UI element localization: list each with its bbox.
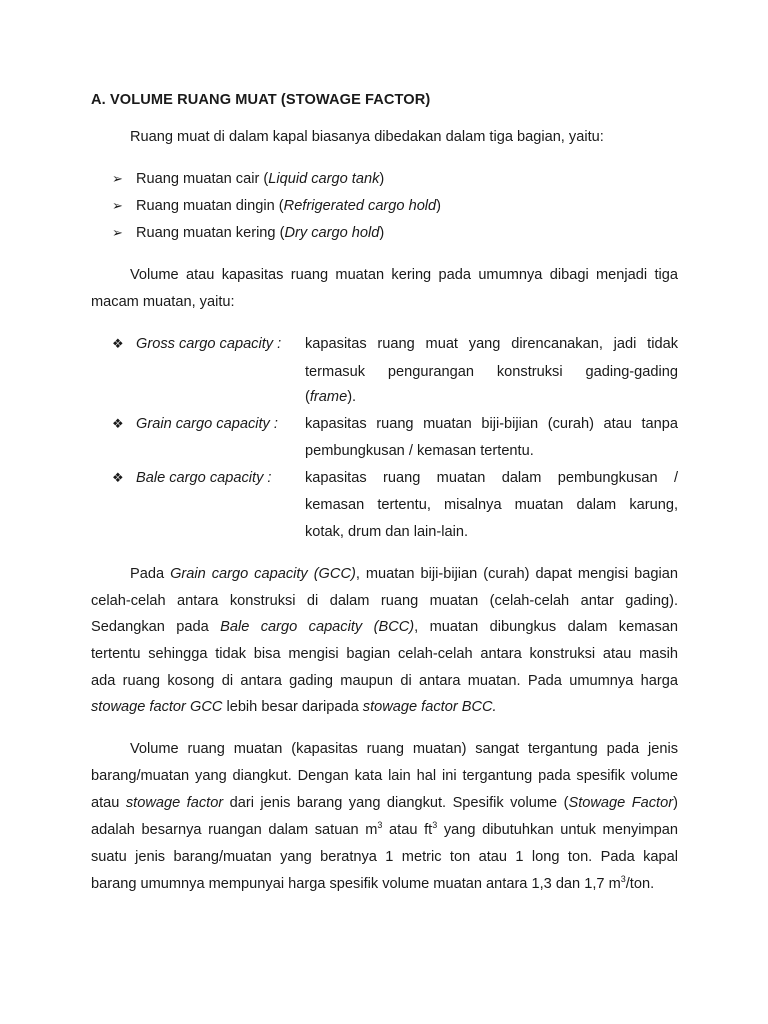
paragraph-line: ada ruang kosong di antara gading maupun di antara muatan. Pada umumnya harga	[91, 673, 678, 689]
definition-line: pembungkusan / kemasan tertentu.	[305, 443, 534, 459]
paragraph-line: Pada Grain cargo capacity (GCC), muatan biji-bijian (curah) dapat mengisi bagian	[130, 566, 679, 582]
definition-term: ❖ Gross cargo capacity :	[112, 336, 282, 352]
intro-paragraph: Ruang muat di dalam kapal biasanya dibedakan dalam tiga bagian, yaitu:	[130, 129, 604, 145]
arrow-bullet-icon: ➢	[112, 225, 123, 240]
paragraph-line: celah-celah antara konstruksi di dalam ruang muatan (celah-celah antar gading).	[91, 593, 678, 609]
section-heading: A. VOLUME RUANG MUAT (STOWAGE FACTOR)	[91, 92, 431, 108]
arrow-bullet-icon: ➢	[112, 198, 123, 213]
list-item: ➢ Ruang muatan dingin (Refrigerated cargo hold)	[112, 198, 442, 214]
definition-line: (frame).	[305, 389, 357, 405]
paragraph-line: tertentu sehingga tidak bisa mengisi bagian celah-celah antara konstruksi atau masih	[91, 646, 678, 662]
paragraph-line: suatu jenis barang/muatan yang beratnya 1 metric ton atau 1 long ton. Pada kapal	[91, 849, 678, 865]
paragraph-line: stowage factor GCC lebih besar daripada stowage factor BCC.	[91, 699, 497, 715]
definition-line: kapasitas ruang muat yang direncanakan, jadi tidak	[305, 336, 678, 352]
paragraph-line: adalah besarnya ruangan dalam satuan $m^3$ atau $ft^3$ yang dibutuhkan untuk menyimpan	[91, 820, 678, 838]
definition-line: termasuk pengurangan konstruksi gading-gading	[305, 364, 678, 380]
paragraph-line: atau stowage factor dari jenis barang yang diangkut. Spesifik volume (Stowage Factor)	[91, 795, 678, 811]
definition-term: ❖ Grain cargo capacity :	[112, 416, 278, 432]
definition-line: kapasitas ruang muatan biji-bijian (curah) atau tanpa	[305, 416, 678, 432]
list-item: ➢ Ruang muatan kering (Dry cargo hold)	[112, 225, 385, 241]
paragraph-line: macam muatan, yaitu:	[91, 294, 235, 310]
diamond-bullet-icon: ❖	[112, 416, 124, 431]
paragraph-line: Volume ruang muatan (kapasitas ruang muatan) sangat tergantung pada jenis	[130, 741, 678, 757]
list-item: ➢ Ruang muatan cair (Liquid cargo tank)	[112, 171, 385, 187]
paragraph-line: Volume atau kapasitas ruang muatan kering pada umumnya dibagi menjadi tiga	[130, 267, 678, 283]
diamond-bullet-icon: ❖	[112, 470, 124, 485]
definition-term: ❖ Bale cargo capacity :	[112, 470, 272, 486]
paragraph-line: Sedangkan pada Bale cargo capacity (BCC), muatan dibungkus dalam kemasan	[91, 619, 678, 635]
definition-line: kotak, drum dan lain-lain.	[305, 524, 469, 540]
definition-line: kapasitas ruang muatan dalam pembungkusan /	[305, 470, 678, 486]
arrow-bullet-icon: ➢	[112, 171, 123, 186]
paragraph-line: barang umumnya mempunyai harga spesifik volume muatan antara 1,3 dan 1,7 $m^3$/ton.	[91, 874, 655, 892]
diamond-bullet-icon: ❖	[112, 336, 124, 351]
paragraph-line: barang/muatan yang diangkut. Dengan kata lain hal ini tergantung pada spesifik volume	[91, 768, 678, 784]
definition-line: kemasan tertentu, misalnya muatan dalam karung,	[305, 497, 678, 513]
